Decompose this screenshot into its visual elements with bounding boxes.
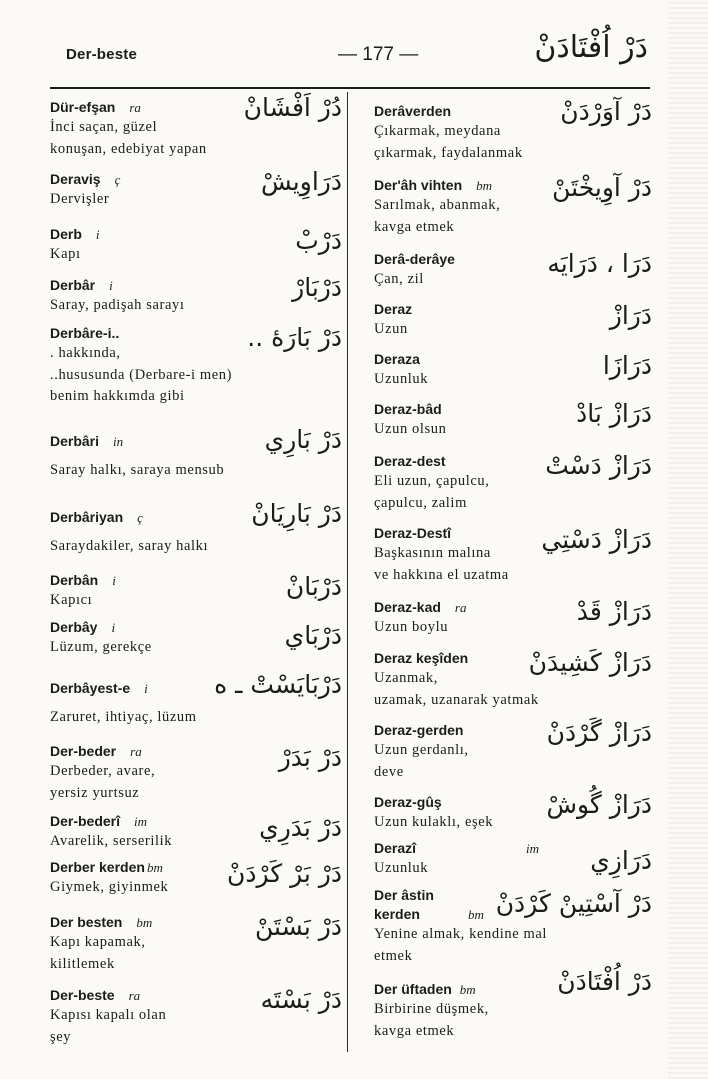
entry-term: Deraz-gûş <box>374 794 442 810</box>
entry-definition-line: konuşan, edebiyat yapan <box>50 140 207 157</box>
entry-definition-line: Uzun boylu <box>374 619 449 635</box>
dictionary-entry <box>50 425 342 482</box>
entry-arabic: دَرْ بَارِي <box>264 425 342 454</box>
entry-arabic: دَرْ بَدَرِي <box>259 813 342 842</box>
entry-definition-line: uzamak, uzanarak yatmak <box>374 691 539 708</box>
entry-definition-line: Uzunluk <box>374 371 429 387</box>
entry-definition-line: deve <box>374 763 404 780</box>
entry-arabic: دَرْبَانْ <box>285 572 342 601</box>
page-number: — 177 — <box>338 44 419 65</box>
entry-definition-line: Çan, zil <box>374 271 424 287</box>
entry-definition-line: Yenine almak, kendine mal <box>374 926 547 942</box>
dictionary-entry <box>50 499 342 558</box>
entry-definition-line: yersiz yurtsuz <box>50 784 140 801</box>
entry-term: Deraz-Destî <box>374 525 452 541</box>
entry-arabic: دَرَازْ <box>609 301 652 330</box>
entry-definition-line: Dervişler <box>50 191 110 207</box>
entry-definition-line: ..hususunda (Derbare-i men) <box>50 366 233 383</box>
entry-grammar-tag: ra <box>128 988 141 1003</box>
entry-definition-line: Uzanmak, <box>374 670 438 686</box>
entry-term: Derbâriyan <box>50 509 124 525</box>
entry-arabic: دَرَازْ بَادْ <box>576 399 652 428</box>
entry-definition-line: Birbirine düşmek, <box>374 1001 489 1017</box>
entry-arabic: دَرَازَا <box>602 351 652 380</box>
entry-definition-line: Kapısı kapalı olan <box>50 1007 167 1023</box>
entry-definition-line: Uzun gerdanlı, <box>374 742 469 758</box>
entry-grammar-tag: i <box>111 620 116 635</box>
dictionary-entry <box>50 742 342 804</box>
entry-definition-line: ve hakkına el uzatma <box>374 566 509 583</box>
dictionary-entry <box>374 839 652 880</box>
page-header <box>0 0 708 92</box>
entry-definition-line: Çıkarmak, meydana <box>374 123 501 139</box>
dictionary-entry <box>50 571 342 612</box>
entry-arabic: دَرْ آوِيخْتَنْ <box>552 173 652 202</box>
entry-term: Deraz-dest <box>374 453 446 469</box>
entry-definition-line: kavga etmek <box>374 218 455 235</box>
entry-definition-line: Kapıcı <box>50 592 93 608</box>
entry-term: Derbây <box>50 619 98 635</box>
entry-grammar-tag: ra <box>129 100 141 115</box>
entry-definition-line: çapulcu, zalim <box>374 494 467 511</box>
entry-term: Derber kerden <box>50 859 145 875</box>
dictionary-entry <box>374 649 652 711</box>
dictionary-entry <box>374 967 652 1042</box>
dictionary-entry <box>50 618 342 659</box>
entry-term: Deraza <box>374 351 420 367</box>
entry-arabic: دَرْ اُفْتَادَنْ <box>557 967 652 996</box>
dictionary-entry <box>50 324 342 408</box>
dictionary-entry <box>50 812 342 853</box>
entry-arabic: دَرْ بَسْتَه <box>260 985 342 1014</box>
entry-grammar-tag: bm <box>136 915 153 930</box>
header-rule <box>50 87 650 89</box>
column-divider <box>347 92 348 1052</box>
entry-definition-line: Giymek, giyinmek <box>50 879 169 895</box>
entry-arabic: دَرَازْ گَرْدَنْ <box>546 718 652 747</box>
entry-term: Derbâyest-e <box>50 680 131 696</box>
entry-grammar-tag: i <box>109 278 113 293</box>
entry-arabic: دَرْ بَدَرْ <box>278 743 342 772</box>
entry-definition-line: kavga etmek <box>374 1022 455 1039</box>
entry-definition-line: İnci saçan, güzel <box>50 119 158 135</box>
dictionary-entry <box>374 250 652 291</box>
entry-grammar-tag: i <box>95 227 100 242</box>
entry-definition-line: çıkarmak, faydalanmak <box>374 144 523 161</box>
entry-grammar-tag: in <box>113 434 124 449</box>
entry-arabic: دَرَازْ دَسْتِي <box>541 525 652 554</box>
dictionary-entry <box>50 225 342 266</box>
entry-definition-line: Derbeder, avare, <box>50 763 156 779</box>
dictionary-entry <box>50 93 342 160</box>
entry-definition-line: Lüzum, gerekçe <box>50 639 152 655</box>
entry-definition-line: Saray, padişah sarayı <box>50 297 185 313</box>
dictionary-entry <box>374 300 652 341</box>
entry-grammar-tag: ra <box>130 744 142 759</box>
entry-arabic: دَرْبْ <box>295 226 342 255</box>
entry-term: Deraz <box>374 301 413 317</box>
entry-definition-line: kilitlemek <box>50 955 115 972</box>
dictionary-entry <box>374 790 652 834</box>
entry-grammar-tag: ra <box>454 600 467 615</box>
entry-term: Derazî <box>374 840 417 856</box>
entry-term: Deraz-bâd <box>374 401 442 417</box>
dictionary-entry <box>374 97 652 164</box>
entry-arabic: دَرْ بَرْ كَرْدَنْ <box>226 859 342 888</box>
entry-term: Der besten <box>50 914 123 930</box>
dictionary-entry <box>50 913 342 975</box>
entry-term: Der'âh vihten <box>374 177 463 193</box>
page-edge-texture <box>668 0 708 1079</box>
entry-term: Derbâre-i.. <box>50 325 120 341</box>
entry-grammar-tag: bm <box>468 907 484 922</box>
entry-term: Der âstin kerden <box>374 887 434 922</box>
dictionary-entry <box>374 524 652 586</box>
entry-grammar-tag: ç <box>114 172 121 187</box>
entry-term: Derb <box>50 226 82 242</box>
entry-definition-line: benim hakkımda gibi <box>50 388 185 404</box>
entry-arabic: دَرْبَاي <box>284 621 342 650</box>
dictionary-entry <box>374 452 652 514</box>
dictionary-entry <box>50 858 342 899</box>
entry-definition-line: Kapı kapamak, <box>50 934 146 950</box>
entry-grammar-tag: im <box>526 841 540 856</box>
entry-arabic: دَرْ آوَرْدَنْ <box>560 97 652 126</box>
dictionary-entry <box>374 886 652 967</box>
dictionary-entry <box>50 670 342 729</box>
entry-grammar-tag: i <box>112 573 116 588</box>
entry-term: Der-bederî <box>50 813 121 829</box>
entry-term: Derâverden <box>374 103 452 119</box>
entry-arabic: دَرَازْ قَدْ <box>576 597 652 626</box>
entry-definition-line: Uzun kulaklı, eşek <box>374 814 494 830</box>
entry-definition-line: . hakkında, <box>50 345 121 361</box>
entry-definition-line: şey <box>50 1028 72 1045</box>
entry-definition-line: Uzun olsun <box>374 421 447 437</box>
entry-definition-line: Sarılmak, abanmak, <box>374 197 501 213</box>
entry-arabic: دَرْ آسْتِينْ كَرْدَنْ <box>495 889 652 918</box>
entry-definition-line: Başkasının malına <box>374 545 491 561</box>
entry-grammar-tag: bm <box>476 178 493 193</box>
entry-grammar-tag: ç <box>137 510 143 525</box>
entry-term: Der-beder <box>50 743 117 759</box>
entry-definition-line: etmek <box>374 947 413 964</box>
entry-definition-line: Uzunluk <box>374 860 429 876</box>
entry-term: Der üftaden <box>374 981 452 997</box>
entry-arabic: دَرْ بَارَۀ .. <box>247 323 342 352</box>
entry-arabic: دَرْبَارْ <box>292 273 342 302</box>
entry-arabic: دَرْ بَسْتَنْ <box>255 912 342 941</box>
entry-term: Derâ-derâye <box>374 251 455 267</box>
guide-word: Der-beste <box>66 46 137 63</box>
entry-term: Deraz-gerden <box>374 722 464 738</box>
entry-definition-line: Saray halkı, saraya mensub <box>50 462 225 478</box>
dictionary-entry <box>50 986 342 1048</box>
entry-grammar-tag: bm <box>146 860 163 875</box>
dictionary-entry <box>50 273 342 317</box>
entry-arabic: دَرَا ، دَرَايَه <box>547 249 652 278</box>
entry-arabic: دَرَازْ كَشِيدَنْ <box>528 648 652 677</box>
entry-arabic: دَرَازِي <box>590 846 652 875</box>
entry-term: Derbân <box>50 572 99 588</box>
entry-definition-line: Uzun <box>374 321 408 337</box>
dictionary-entry <box>374 718 652 783</box>
entry-arabic: دَرَاوِيشْ <box>260 167 342 196</box>
dictionary-entry <box>374 173 652 238</box>
entry-definition-line: Zaruret, ihtiyaç, lüzum <box>50 709 197 725</box>
entry-arabic: دُرْ اَفْشَانْ <box>243 93 342 122</box>
entry-arabic: دَرَازْ گُوشْ <box>546 790 652 819</box>
dictionary-entry <box>374 400 652 441</box>
entry-grammar-tag: im <box>134 814 148 829</box>
entry-arabic: دَرَازْ دَسْتْ <box>545 451 652 480</box>
entry-arabic: دَرْ بَارِيَانْ <box>251 499 342 528</box>
dictionary-entry <box>374 350 652 391</box>
entry-definition-line: Kapı <box>50 246 81 262</box>
entry-term: Derbâri <box>50 433 100 449</box>
entry-term: Deraz keşîden <box>374 650 469 666</box>
guide-word-arabic: دَرْ اُفْتَادَنْ <box>534 30 648 65</box>
entry-term: Deraviş <box>50 171 101 187</box>
entry-arabic: دَرْبَايَسْتْ ـ ه <box>214 670 342 699</box>
dictionary-entry <box>50 167 342 211</box>
entry-term: Deraz-kad <box>374 599 441 615</box>
entry-definition-line: Avarelik, serserilik <box>50 833 173 849</box>
entry-grammar-tag: bm <box>459 982 476 997</box>
entry-definition-line: Saraydakiler, saray halkı <box>50 538 209 554</box>
entry-term: Der-beste <box>50 987 115 1003</box>
entry-term: Derbâr <box>50 277 96 293</box>
entry-definition-line: Eli uzun, çapulcu, <box>374 473 490 489</box>
entry-term: Dür-efşan <box>50 99 116 115</box>
dictionary-entry <box>374 598 652 639</box>
entry-grammar-tag: i <box>144 681 148 696</box>
